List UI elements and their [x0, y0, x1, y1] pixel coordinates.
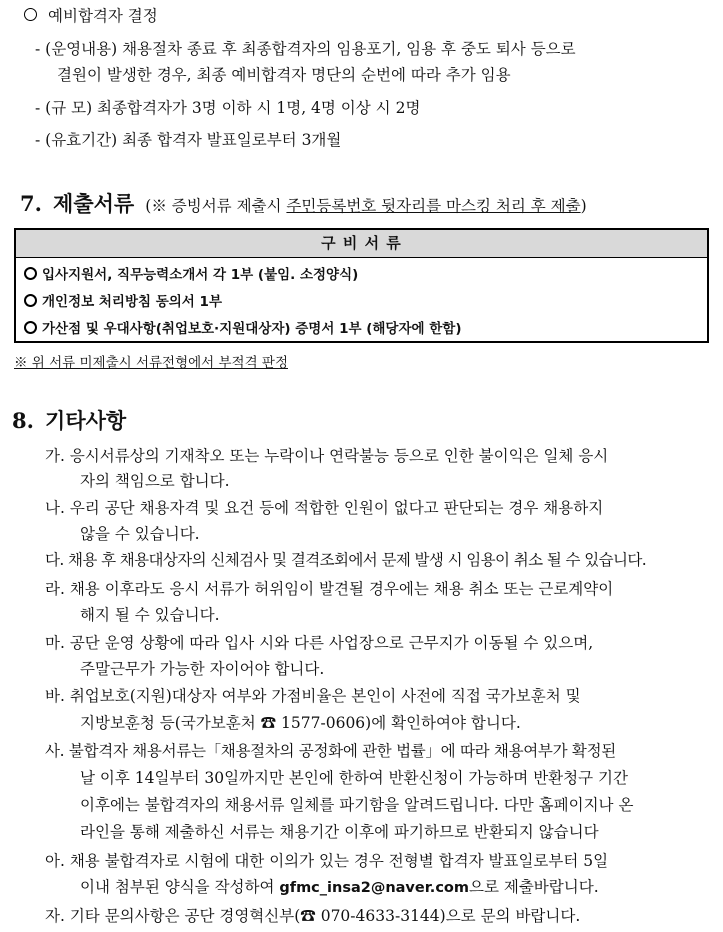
list-item: 주말근무가 가능한 자이어야 합니다.	[80, 660, 325, 678]
section7-note-close: )	[580, 197, 587, 215]
circle-bullet-icon	[24, 321, 37, 334]
list-item: 아. 채용 불합격자로 시험에 대한 이의가 있는 경우 전형별 합격자 발표일로부터 5일	[45, 852, 609, 870]
list-item: 라인을 통해 제출하신 서류는 채용기간 이후에 파기하므로 반환되지 않습니다	[80, 823, 599, 841]
list-item: 사. 불합격자 채용서류는「채용절차의 공정화에 관한 법률」에 따라 채용여부가 확정된	[45, 742, 616, 760]
section7-note-open: (※ 증빙서류 제출시	[145, 197, 287, 215]
section7-footnote: ※ 위 서류 미제출시 서류전형에서 부적격 판정	[14, 355, 288, 371]
list-item: 자. 기타 문의사항은 공단 경영혁신부(☎ 070-4633-3144)으로 문의 바랍니다.	[45, 907, 581, 925]
list-item: 다. 채용 후 채용대상자의 신체검사 및 결격조회에서 문제 발생 시 임용이 취소 될 수 있습니다.	[45, 551, 647, 569]
list-item: 날 이후 14일부터 30일까지만 본인에 한하여 반환신청이 가능하며 반환청구 기간	[80, 769, 628, 787]
section7-note-underlined: 주민등록번호 뒷자리를 마스킹 처리 후 제출	[286, 197, 581, 215]
circle-bullet-icon	[24, 267, 37, 280]
section7-heading	[20, 188, 587, 218]
section8-heading	[12, 405, 126, 435]
list-item: 바. 취업보호(지원)대상자 여부와 가점비율은 본인이 사전에 직접 국가보훈처 및	[45, 687, 581, 705]
table-row: 개인정보 처리방침 동의서 1부	[24, 290, 222, 310]
list-item: 마. 공단 운영 상황에 따라 입사 시와 다른 사업장으로 근무지가 이동될 수 있으며,	[45, 634, 594, 652]
list-item: 가. 응시서류상의 기재착오 또는 누락이나 연락불능 등으로 인한 불이익은 일체 응시	[45, 447, 609, 465]
section7-title: 제출서류	[53, 191, 135, 216]
list-item: 이후에는 불합격자의 채용서류 일체를 파기함을 알려드립니다. 다만 홈페이지나 온	[80, 796, 634, 814]
circle-bullet-icon	[24, 8, 37, 21]
prelim-title: 예비합격자 결정	[48, 7, 158, 25]
required-documents-table	[14, 228, 709, 343]
list-item: 라. 채용 이후라도 응시 서류가 허위임이 발견될 경우에는 채용 취소 또는 근로계약이	[45, 580, 614, 598]
list-item: 이내 첨부된 양식을 작성하여 gfmc_insa2@naver.com으로 제출바랍니다.	[80, 878, 599, 896]
section7-number: 7.	[20, 191, 42, 216]
list-item: 자의 책임으로 합니다.	[80, 472, 230, 490]
prelim-item-validity: - (유효기간) 최종 합격자 발표일로부터 3개월	[35, 131, 342, 149]
table-row: 입사지원서, 직무능력소개서 각 1부 (붙임. 소정양식)	[24, 263, 358, 283]
email-address: gfmc_insa2@naver.com	[279, 880, 469, 896]
prelim-item-operation-line2: 결원이 발생한 경우, 최종 예비합격자 명단의 순번에 따라 추가 임용	[57, 66, 511, 84]
table-row: 가산점 및 우대사항(취업보호·지원대상자) 증명서 1부 (해당자에 한함)	[24, 317, 462, 337]
list-item: 해지 될 수 있습니다.	[80, 606, 220, 624]
prelim-item-scale: - (규 모) 최종합격자가 3명 이하 시 1명, 4명 이상 시 2명	[35, 99, 421, 117]
table-header: 구 비 서 류	[16, 230, 707, 258]
list-item: 지방보훈청 등(국가보훈처 ☎ 1577-0606)에 확인하여야 합니다.	[80, 714, 521, 732]
prelim-item-operation-line1: - (운영내용) 채용절차 종료 후 최종합격자의 임용포기, 임용 후 중도 퇴사 등으로	[35, 40, 576, 58]
section8-number: 8.	[12, 408, 34, 433]
list-item: 않을 수 있습니다.	[80, 525, 200, 543]
section8-title: 기타사항	[45, 408, 127, 433]
list-item: 나. 우리 공단 채용자격 및 요건 등에 적합한 인원이 없다고 판단되는 경우 채용하지	[45, 499, 604, 517]
circle-bullet-icon	[24, 294, 37, 307]
